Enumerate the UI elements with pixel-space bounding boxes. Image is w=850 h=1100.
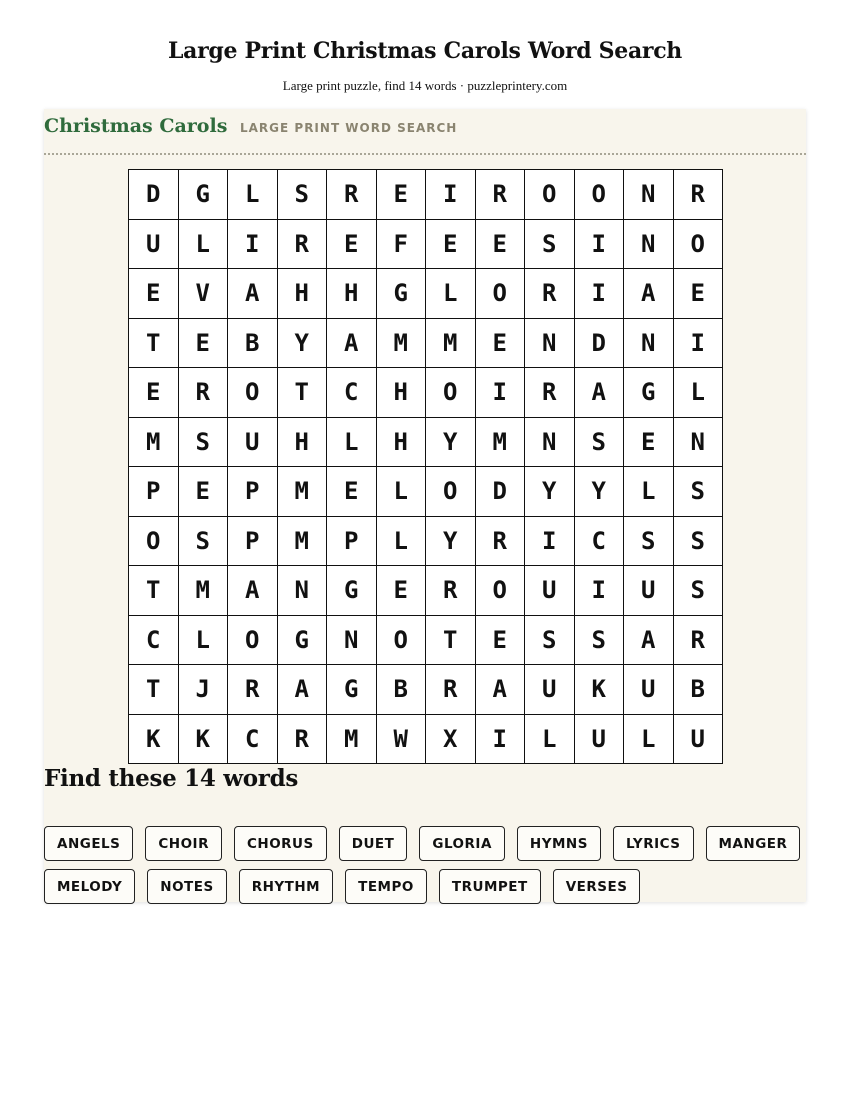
card-tag: LARGE PRINT WORD SEARCH [240, 121, 458, 135]
grid-cell[interactable]: C [228, 715, 278, 765]
grid-cell[interactable]: E [377, 566, 427, 616]
grid-cell[interactable]: T [426, 616, 476, 666]
grid-cell[interactable]: L [624, 715, 674, 765]
grid-cell[interactable]: B [674, 665, 724, 715]
grid-cell[interactable]: R [476, 170, 526, 220]
grid-cell[interactable]: O [575, 170, 625, 220]
grid-cell[interactable]: E [327, 467, 377, 517]
grid-cell[interactable]: X [426, 715, 476, 765]
grid-cell[interactable]: O [674, 220, 724, 270]
grid-cell[interactable]: L [228, 170, 278, 220]
word-chip: GLORIA [419, 826, 505, 861]
word-chip: NOTES [147, 869, 226, 904]
grid-cell[interactable]: L [377, 467, 427, 517]
grid-cell[interactable]: K [179, 715, 229, 765]
grid-cell[interactable]: H [327, 269, 377, 319]
grid-cell[interactable]: A [228, 566, 278, 616]
grid-cell[interactable]: L [327, 418, 377, 468]
grid-cell[interactable]: S [179, 418, 229, 468]
grid-cell[interactable]: S [575, 418, 625, 468]
dotted-divider [44, 153, 806, 155]
grid-cell[interactable]: R [476, 517, 526, 567]
grid-cell[interactable]: A [278, 665, 328, 715]
grid-cell[interactable]: N [674, 418, 724, 468]
grid-cell[interactable]: Y [426, 418, 476, 468]
grid-cell[interactable]: B [377, 665, 427, 715]
grid-cell[interactable]: L [674, 368, 724, 418]
grid-cell[interactable]: R [426, 566, 476, 616]
grid-cell[interactable]: L [179, 616, 229, 666]
grid-cell[interactable]: L [624, 467, 674, 517]
grid-cell[interactable]: P [228, 467, 278, 517]
grid-cell[interactable]: W [377, 715, 427, 765]
grid-cell[interactable]: M [476, 418, 526, 468]
grid-cell[interactable]: P [228, 517, 278, 567]
grid-cell[interactable]: K [129, 715, 179, 765]
grid-cell[interactable]: S [179, 517, 229, 567]
grid-cell[interactable]: I [426, 170, 476, 220]
grid-cell[interactable]: U [674, 715, 724, 765]
grid-cell[interactable]: T [129, 665, 179, 715]
grid-cell[interactable]: E [179, 319, 229, 369]
grid-cell[interactable]: E [377, 170, 427, 220]
grid-cell[interactable]: A [476, 665, 526, 715]
grid-cell[interactable]: M [278, 467, 328, 517]
grid-cell[interactable]: E [179, 467, 229, 517]
grid-cell[interactable]: R [278, 220, 328, 270]
grid-cell[interactable]: S [278, 170, 328, 220]
grid-cell[interactable]: E [327, 220, 377, 270]
grid-cell[interactable]: S [674, 467, 724, 517]
grid-cell[interactable]: G [327, 665, 377, 715]
word-chip: DUET [339, 826, 408, 861]
grid-cell[interactable]: G [624, 368, 674, 418]
grid-cell[interactable]: I [575, 269, 625, 319]
grid-cell[interactable]: O [525, 170, 575, 220]
grid-cell[interactable]: S [525, 220, 575, 270]
grid-cell[interactable]: R [674, 170, 724, 220]
grid-cell[interactable]: I [525, 517, 575, 567]
letter-grid [128, 169, 723, 764]
grid-cell[interactable]: F [377, 220, 427, 270]
grid-cell[interactable]: O [228, 616, 278, 666]
grid-cell[interactable]: E [129, 368, 179, 418]
grid-cell[interactable]: N [624, 220, 674, 270]
grid-cell[interactable]: I [476, 368, 526, 418]
grid-cell[interactable]: N [327, 616, 377, 666]
word-chip: MELODY [44, 869, 135, 904]
grid-cell[interactable]: T [129, 566, 179, 616]
grid-cell[interactable]: U [575, 715, 625, 765]
grid-cell[interactable]: Y [525, 467, 575, 517]
grid-cell[interactable]: I [674, 319, 724, 369]
grid-cell[interactable]: R [525, 368, 575, 418]
grid-cell[interactable]: M [377, 319, 427, 369]
grid-cell[interactable]: I [575, 220, 625, 270]
word-chip: CHORUS [234, 826, 327, 861]
grid-cell[interactable]: C [327, 368, 377, 418]
grid-cell[interactable]: A [327, 319, 377, 369]
grid-cell[interactable]: N [278, 566, 328, 616]
grid-cell[interactable]: E [476, 319, 526, 369]
grid-cell[interactable]: I [228, 220, 278, 270]
page-subtitle: Large print puzzle, find 14 words · puzzleprintery.com [282, 78, 568, 93]
grid-cell[interactable]: L [525, 715, 575, 765]
grid-cell[interactable]: R [426, 665, 476, 715]
grid-cell[interactable]: L [426, 269, 476, 319]
card-title: Christmas Carols [44, 115, 228, 137]
grid-cell[interactable]: E [476, 220, 526, 270]
grid-cell[interactable]: A [624, 269, 674, 319]
grid-cell[interactable]: T [129, 319, 179, 369]
grid-cell[interactable]: Y [278, 319, 328, 369]
grid-cell[interactable]: N [525, 418, 575, 468]
grid-cell[interactable]: I [476, 715, 526, 765]
grid-cell[interactable]: A [228, 269, 278, 319]
grid-cell[interactable]: S [674, 517, 724, 567]
grid-cell[interactable]: L [179, 220, 229, 270]
grid-cell[interactable]: U [228, 418, 278, 468]
grid-cell[interactable]: H [377, 368, 427, 418]
grid-cell[interactable]: E [674, 269, 724, 319]
grid-cell[interactable]: E [624, 418, 674, 468]
grid-cell[interactable]: E [129, 269, 179, 319]
grid-cell[interactable]: N [624, 170, 674, 220]
grid-cell[interactable]: I [575, 566, 625, 616]
grid-cell[interactable]: Y [426, 517, 476, 567]
grid-cell[interactable]: M [278, 517, 328, 567]
word-list [44, 826, 806, 904]
word-chip: TEMPO [345, 869, 427, 904]
grid-cell[interactable]: G [278, 616, 328, 666]
puzzle-card [44, 109, 806, 902]
grid-cell[interactable]: O [476, 269, 526, 319]
grid-cell[interactable]: O [476, 566, 526, 616]
word-chip: HYMNS [517, 826, 601, 861]
grid-cell[interactable]: A [624, 616, 674, 666]
grid-cell[interactable]: S [575, 616, 625, 666]
grid-cell[interactable]: L [377, 517, 427, 567]
grid-cell[interactable]: J [179, 665, 229, 715]
grid-cell[interactable]: N [624, 319, 674, 369]
grid-cell[interactable]: M [426, 319, 476, 369]
grid-cell[interactable]: G [327, 566, 377, 616]
grid-cell[interactable]: U [624, 665, 674, 715]
grid-cell[interactable]: Y [575, 467, 625, 517]
grid-cell[interactable]: S [624, 517, 674, 567]
grid-cell[interactable]: R [525, 269, 575, 319]
grid-cell[interactable]: N [525, 319, 575, 369]
page-title: Large Print Christmas Carols Word Search [167, 38, 682, 64]
word-chip: MANGER [706, 826, 801, 861]
grid-cell[interactable]: K [575, 665, 625, 715]
find-words-heading: Find these 14 words [44, 765, 299, 792]
grid-cell[interactable]: D [476, 467, 526, 517]
grid-cell[interactable]: P [129, 467, 179, 517]
grid-cell[interactable]: C [129, 616, 179, 666]
grid-cell[interactable]: H [278, 418, 328, 468]
grid-cell[interactable]: M [179, 566, 229, 616]
grid-cell[interactable]: U [525, 566, 575, 616]
grid-cell[interactable]: D [129, 170, 179, 220]
word-chip: RHYTHM [239, 869, 333, 904]
grid-cell[interactable]: G [179, 170, 229, 220]
grid-cell[interactable]: H [278, 269, 328, 319]
grid-cell[interactable]: E [426, 220, 476, 270]
word-chip: ANGELS [44, 826, 133, 861]
grid-cell[interactable]: M [129, 418, 179, 468]
grid-cell[interactable]: R [179, 368, 229, 418]
grid-cell[interactable]: A [575, 368, 625, 418]
grid-cell[interactable]: O [228, 368, 278, 418]
grid-cell[interactable]: V [179, 269, 229, 319]
grid-cell[interactable]: R [327, 170, 377, 220]
grid-cell[interactable]: T [278, 368, 328, 418]
grid-cell[interactable]: O [377, 616, 427, 666]
word-chip: TRUMPET [439, 869, 541, 904]
grid-cell[interactable]: R [228, 665, 278, 715]
grid-cell[interactable]: E [476, 616, 526, 666]
grid-cell[interactable]: B [228, 319, 278, 369]
grid-cell[interactable]: O [426, 368, 476, 418]
grid-cell[interactable]: R [278, 715, 328, 765]
grid-cell[interactable]: U [525, 665, 575, 715]
word-chip: LYRICS [613, 826, 694, 861]
grid-cell[interactable]: R [674, 616, 724, 666]
grid-cell[interactable]: D [575, 319, 625, 369]
grid-cell[interactable]: O [129, 517, 179, 567]
grid-cell[interactable]: S [674, 566, 724, 616]
grid-cell[interactable]: M [327, 715, 377, 765]
grid-cell[interactable]: U [624, 566, 674, 616]
grid-cell[interactable]: P [327, 517, 377, 567]
grid-cell[interactable]: G [377, 269, 427, 319]
grid-cell[interactable]: H [377, 418, 427, 468]
word-chip: VERSES [553, 869, 641, 904]
grid-cell[interactable]: U [129, 220, 179, 270]
grid-cell[interactable]: S [525, 616, 575, 666]
grid-cell[interactable]: C [575, 517, 625, 567]
grid-cell[interactable]: O [426, 467, 476, 517]
word-chip: CHOIR [145, 826, 222, 861]
